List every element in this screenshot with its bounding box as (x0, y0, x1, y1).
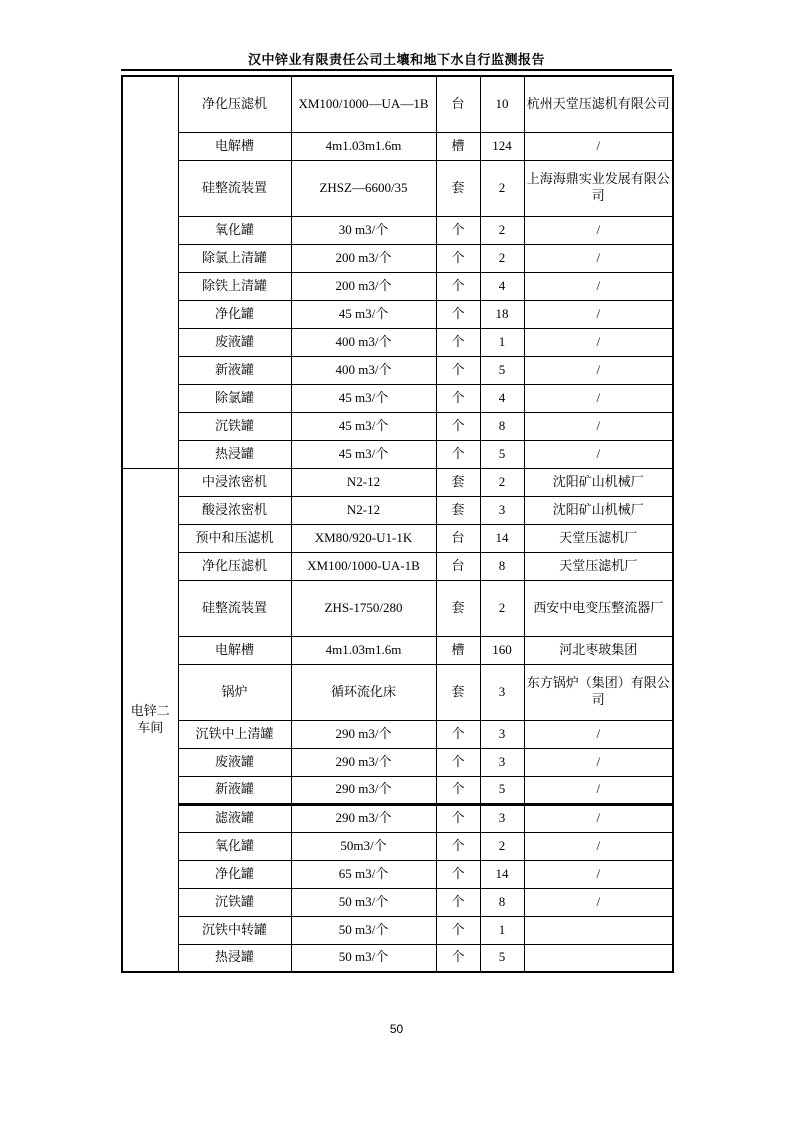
quantity-cell: 8 (480, 552, 524, 580)
unit-cell: 个 (436, 860, 480, 888)
unit-cell: 台 (436, 552, 480, 580)
table-row (122, 916, 673, 944)
table-row (122, 216, 673, 244)
manufacturer-cell: / (524, 412, 673, 440)
manufacturer-cell: 天堂压滤机厂 (524, 524, 673, 552)
equipment-name-cell: 除氯罐 (178, 384, 291, 412)
model-cell: 290 m3/个 (291, 720, 436, 748)
manufacturer-cell (524, 944, 673, 972)
quantity-cell: 5 (480, 776, 524, 804)
equipment-name-cell: 沉铁罐 (178, 888, 291, 916)
unit-cell: 套 (436, 160, 480, 216)
equipment-name-cell: 硅整流装置 (178, 580, 291, 636)
table-row (122, 160, 673, 216)
manufacturer-cell: / (524, 132, 673, 160)
equipment-name-cell: 净化压滤机 (178, 76, 291, 132)
model-cell: 65 m3/个 (291, 860, 436, 888)
unit-cell: 个 (436, 244, 480, 272)
unit-cell: 套 (436, 468, 480, 496)
unit-cell: 个 (436, 384, 480, 412)
equipment-name-cell: 电解槽 (178, 636, 291, 664)
unit-cell: 槽 (436, 636, 480, 664)
equipment-name-cell: 氧化罐 (178, 216, 291, 244)
manufacturer-cell: 东方锅炉（集团）有限公司 (524, 664, 673, 720)
quantity-cell: 14 (480, 860, 524, 888)
manufacturer-cell: / (524, 720, 673, 748)
model-cell: 45 m3/个 (291, 384, 436, 412)
manufacturer-cell: / (524, 328, 673, 356)
manufacturer-cell: 河北枣玻集团 (524, 636, 673, 664)
equipment-table-body (122, 76, 673, 972)
quantity-cell: 3 (480, 748, 524, 776)
equipment-name-cell: 硅整流装置 (178, 160, 291, 216)
unit-cell: 个 (436, 832, 480, 860)
manufacturer-cell: 天堂压滤机厂 (524, 552, 673, 580)
model-cell: 4m1.03m1.6m (291, 636, 436, 664)
equipment-name-cell: 沉铁罐 (178, 412, 291, 440)
equipment-name-cell: 酸浸浓密机 (178, 496, 291, 524)
equipment-name-cell: 热浸罐 (178, 440, 291, 468)
manufacturer-cell: / (524, 244, 673, 272)
unit-cell: 台 (436, 524, 480, 552)
quantity-cell: 8 (480, 412, 524, 440)
quantity-cell: 2 (480, 216, 524, 244)
workshop-cell (122, 76, 178, 468)
table-row (122, 132, 673, 160)
model-cell: 290 m3/个 (291, 804, 436, 832)
table-row (122, 888, 673, 916)
table-row (122, 664, 673, 720)
unit-cell: 槽 (436, 132, 480, 160)
equipment-name-cell: 沉铁中上清罐 (178, 720, 291, 748)
page-header (121, 49, 672, 71)
unit-cell: 个 (436, 412, 480, 440)
quantity-cell: 2 (480, 832, 524, 860)
model-cell: 290 m3/个 (291, 776, 436, 804)
model-cell: 45 m3/个 (291, 440, 436, 468)
manufacturer-cell: / (524, 860, 673, 888)
unit-cell: 个 (436, 328, 480, 356)
table-row (122, 272, 673, 300)
model-cell: 290 m3/个 (291, 748, 436, 776)
quantity-cell: 5 (480, 356, 524, 384)
quantity-cell: 18 (480, 300, 524, 328)
quantity-cell: 2 (480, 244, 524, 272)
unit-cell: 套 (436, 664, 480, 720)
equipment-name-cell: 净化压滤机 (178, 552, 291, 580)
table-row (122, 636, 673, 664)
quantity-cell: 5 (480, 440, 524, 468)
equipment-name-cell: 热浸罐 (178, 944, 291, 972)
equipment-name-cell: 锅炉 (178, 664, 291, 720)
unit-cell: 个 (436, 748, 480, 776)
equipment-name-cell: 净化罐 (178, 860, 291, 888)
model-cell: XM80/920-U1-1K (291, 524, 436, 552)
model-cell: 45 m3/个 (291, 412, 436, 440)
equipment-name-cell: 中浸浓密机 (178, 468, 291, 496)
equipment-name-cell: 废液罐 (178, 748, 291, 776)
manufacturer-cell: / (524, 832, 673, 860)
manufacturer-cell: / (524, 356, 673, 384)
model-cell: ZHSZ—6600/35 (291, 160, 436, 216)
quantity-cell: 2 (480, 468, 524, 496)
model-cell: 4m1.03m1.6m (291, 132, 436, 160)
unit-cell: 台 (436, 76, 480, 132)
unit-cell: 个 (436, 216, 480, 244)
unit-cell: 个 (436, 944, 480, 972)
quantity-cell: 10 (480, 76, 524, 132)
page-number: 50 (389, 1022, 404, 1036)
equipment-table (121, 75, 674, 973)
manufacturer-cell: / (524, 300, 673, 328)
quantity-cell: 160 (480, 636, 524, 664)
unit-cell: 个 (436, 720, 480, 748)
unit-cell: 套 (436, 580, 480, 636)
quantity-cell: 3 (480, 804, 524, 832)
equipment-name-cell: 净化罐 (178, 300, 291, 328)
model-cell: 50 m3/个 (291, 916, 436, 944)
table-row (122, 524, 673, 552)
manufacturer-cell: 西安中电变压整流器厂 (524, 580, 673, 636)
quantity-cell: 2 (480, 160, 524, 216)
table-row (122, 412, 673, 440)
table-row (122, 552, 673, 580)
quantity-cell: 2 (480, 580, 524, 636)
manufacturer-cell: 杭州天堂压滤机有限公司 (524, 76, 673, 132)
manufacturer-cell: / (524, 748, 673, 776)
model-cell: 200 m3/个 (291, 244, 436, 272)
manufacturer-cell: / (524, 804, 673, 832)
model-cell: 400 m3/个 (291, 328, 436, 356)
manufacturer-cell: / (524, 888, 673, 916)
table-row (122, 580, 673, 636)
model-cell: 45 m3/个 (291, 300, 436, 328)
equipment-name-cell: 新液罐 (178, 356, 291, 384)
table-row (122, 776, 673, 804)
table-row (122, 720, 673, 748)
unit-cell: 个 (436, 356, 480, 384)
table-row (122, 832, 673, 860)
manufacturer-cell (524, 916, 673, 944)
quantity-cell: 5 (480, 944, 524, 972)
manufacturer-cell: 上海海鼎实业发展有限公司 (524, 160, 673, 216)
model-cell: N2-12 (291, 468, 436, 496)
model-cell: N2-12 (291, 496, 436, 524)
quantity-cell: 4 (480, 272, 524, 300)
model-cell: 50m3/个 (291, 832, 436, 860)
model-cell: 400 m3/个 (291, 356, 436, 384)
manufacturer-cell: / (524, 216, 673, 244)
equipment-name-cell: 除铁上清罐 (178, 272, 291, 300)
equipment-name-cell: 氧化罐 (178, 832, 291, 860)
equipment-name-cell: 沉铁中转罐 (178, 916, 291, 944)
equipment-name-cell: 预中和压滤机 (178, 524, 291, 552)
table-row (122, 356, 673, 384)
quantity-cell: 1 (480, 916, 524, 944)
unit-cell: 个 (436, 440, 480, 468)
quantity-cell: 8 (480, 888, 524, 916)
table-row (122, 440, 673, 468)
table-row (122, 468, 673, 496)
table-row (122, 300, 673, 328)
unit-cell: 个 (436, 888, 480, 916)
unit-cell: 个 (436, 776, 480, 804)
quantity-cell: 124 (480, 132, 524, 160)
page-title: 汉中锌业有限责任公司土壤和地下水自行监测报告 (247, 52, 545, 67)
page-footer (0, 1022, 793, 1036)
equipment-name-cell: 电解槽 (178, 132, 291, 160)
equipment-name-cell: 新液罐 (178, 776, 291, 804)
equipment-name-cell: 废液罐 (178, 328, 291, 356)
quantity-cell: 14 (480, 524, 524, 552)
equipment-name-cell: 除氯上清罐 (178, 244, 291, 272)
model-cell: XM100/1000—UA—1B (291, 76, 436, 132)
quantity-cell: 3 (480, 664, 524, 720)
table-row (122, 76, 673, 132)
table-row (122, 804, 673, 832)
manufacturer-cell: / (524, 384, 673, 412)
unit-cell: 个 (436, 804, 480, 832)
model-cell: 50 m3/个 (291, 888, 436, 916)
table-row (122, 860, 673, 888)
table-row (122, 244, 673, 272)
table-row (122, 328, 673, 356)
quantity-cell: 1 (480, 328, 524, 356)
model-cell: ZHS-1750/280 (291, 580, 436, 636)
table-row (122, 944, 673, 972)
equipment-name-cell: 滤液罐 (178, 804, 291, 832)
unit-cell: 个 (436, 300, 480, 328)
model-cell: 200 m3/个 (291, 272, 436, 300)
manufacturer-cell: / (524, 776, 673, 804)
model-cell: 循环流化床 (291, 664, 436, 720)
unit-cell: 个 (436, 916, 480, 944)
manufacturer-cell: 沈阳矿山机械厂 (524, 496, 673, 524)
quantity-cell: 4 (480, 384, 524, 412)
manufacturer-cell: 沈阳矿山机械厂 (524, 468, 673, 496)
manufacturer-cell: / (524, 440, 673, 468)
workshop-cell: 电锌二车间 (122, 468, 178, 972)
model-cell: 50 m3/个 (291, 944, 436, 972)
quantity-cell: 3 (480, 496, 524, 524)
table-row (122, 748, 673, 776)
model-cell: XM100/1000-UA-1B (291, 552, 436, 580)
table-row (122, 384, 673, 412)
unit-cell: 个 (436, 272, 480, 300)
unit-cell: 套 (436, 496, 480, 524)
quantity-cell: 3 (480, 720, 524, 748)
table-row (122, 496, 673, 524)
manufacturer-cell: / (524, 272, 673, 300)
model-cell: 30 m3/个 (291, 216, 436, 244)
